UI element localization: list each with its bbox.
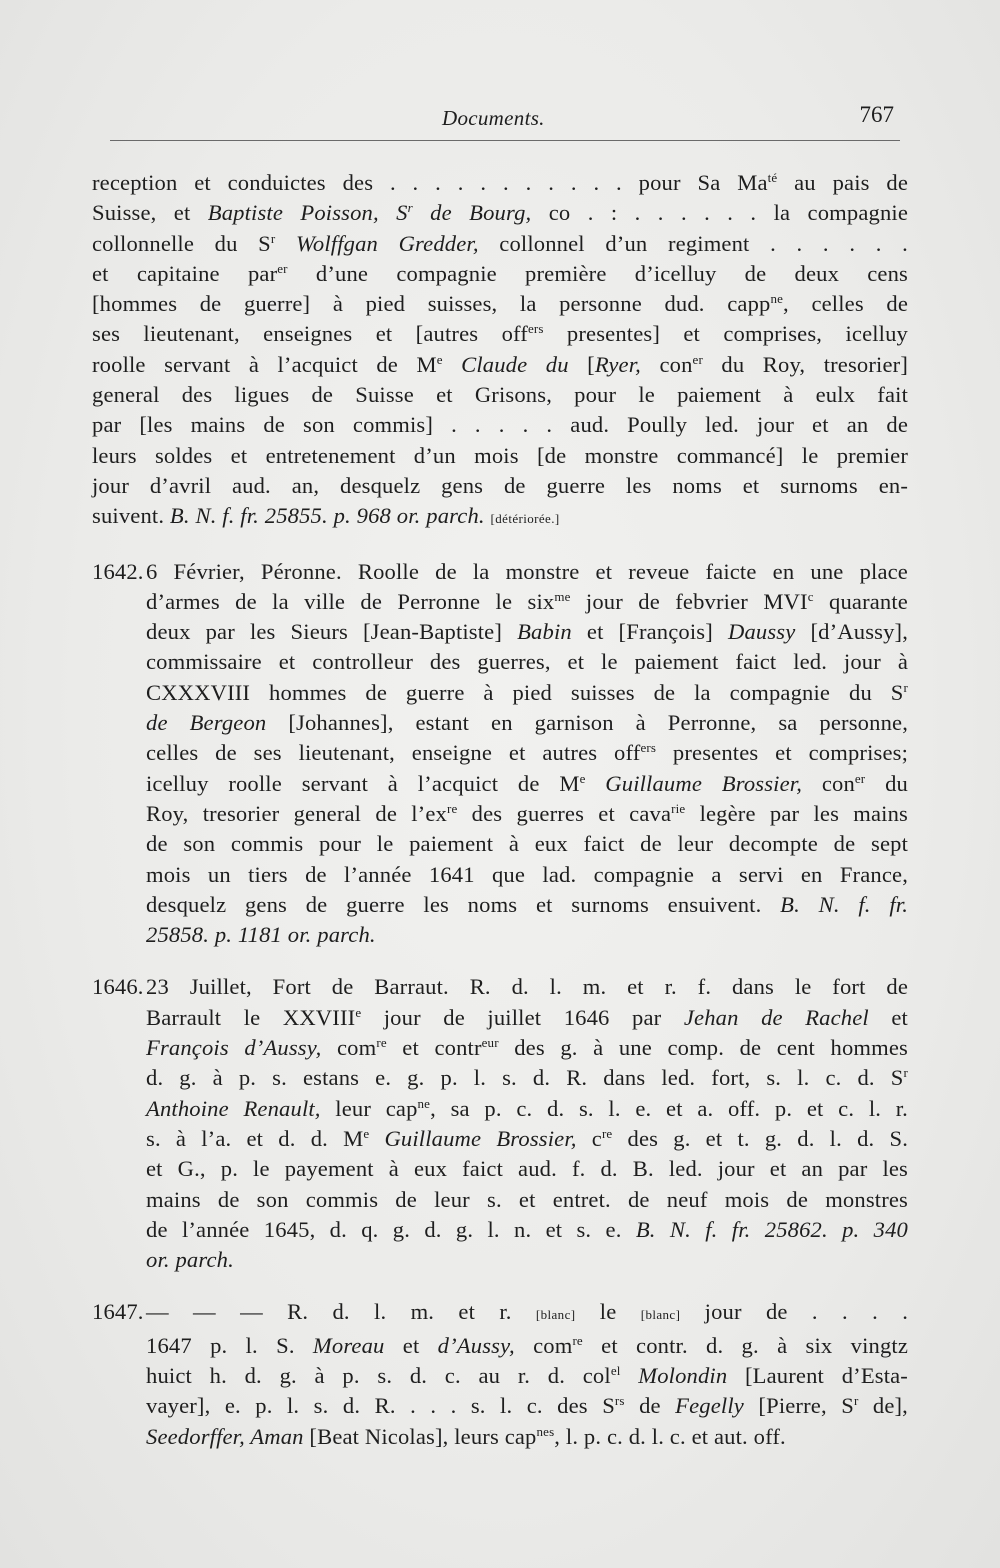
text-line: leurs soldes et entretenement d’un mois [de monstre commancé] le premier	[92, 442, 908, 468]
text-line: et capitaine par$^{er}$ d’une compagnie première d’icelluy de deux cens	[92, 260, 909, 286]
text-line: jour d’avril aud. an, desquelz gens de guerre les noms et surnoms en-	[92, 472, 908, 498]
text-line: commissaire et controlleur des guerres, et le paiement faict led. jour à	[146, 649, 908, 675]
text-line: CXXXVIII hommes de guerre à pied suisses de la compagnie du $S^r$	[146, 679, 908, 705]
text-line: celles de ses lieutenant, enseigne et autres off$^{ers}$ presentes et comprises;	[146, 740, 909, 766]
text-line: par [les mains de son commis] . . . . . aud. Poully led. jour et an de	[92, 412, 908, 438]
text-line: mois un tiers de l’année 1641 que lad. compagnie a servi en France,	[146, 861, 908, 887]
running-head-title: Documents.	[442, 106, 545, 130]
text-line: Barrault le XXVIIIe jour de juillet 1646 par Jehan de Rachel et	[146, 1004, 908, 1030]
text-line: reception et conduictes des . . . . . . . . . . . pour Sa $Ma^{té}$ au pais de	[92, 170, 908, 195]
text-line: collonnelle du $S^r$ Wolffgan Gredder, collonnel d’un regiment . . . . . .	[92, 230, 908, 256]
text-line: 1646. 23 Juillet, Fort de Barraut. R. d. l. m. et r. f. dans le fort de	[92, 972, 908, 1002]
entry-year: 1646.	[92, 974, 144, 1000]
document-entry	[92, 972, 908, 1275]
text-line: s. à l’a. et d. d. Me Guillaume Brossier, $c^{re}$ des g. et t. g. d. l. d. S.	[146, 1125, 909, 1151]
text-line: de son commis pour le paiement à eux faict de leur decompte de sept	[146, 831, 908, 857]
text-line: desquelz gens de guerre les noms et surnoms ensuivent. B. N. f. fr.	[146, 891, 908, 917]
text-line: 25858. p. 1181 or. parch.	[146, 922, 376, 948]
text-line: de l’année 1645, d. q. g. d. g. l. n. et s. e. B. N. f. fr. 25862. p. 340	[146, 1216, 908, 1242]
document-entry	[92, 557, 908, 951]
document-entry	[92, 1297, 908, 1451]
running-head	[110, 100, 900, 141]
text-line: huict h. d. g. à p. s. d. c. au r. d. col$^{el}$ Molondin [Laurent d’Esta-	[146, 1362, 908, 1388]
text-line: roolle servant à l’acquict de Me Claude du [Ryer, con$^{er}$ du Roy, tresorier]	[92, 351, 909, 377]
text-line: or. parch.	[146, 1247, 234, 1273]
text-line: mains de son commis de leur s. et entret. de neuf mois de monstres	[146, 1186, 908, 1212]
text-line: [hommes de guerre] à pied suisses, la personne dud. capp$^{ne}$, celles de	[92, 291, 908, 317]
text-line: et G., p. le payement à eux faict aud. f. d. B. led. jour et an par les	[146, 1156, 908, 1182]
text-line: Roy, tresorier general de $l’ex^{re}$ des guerres et cava$^{rie}$ legère par les mains	[146, 800, 908, 826]
continuation-paragraph	[92, 168, 908, 535]
text-line: d’armes de la ville de Perronne le six$^{me}$ jour de febvrier MVI$^c$ quarante	[146, 588, 908, 614]
text-line: 1647 p. l. S. Moreau et d’Aussy, com$^{re}$ et contr. d. g. à six vingtz	[146, 1332, 909, 1358]
text-line: Anthoine Renault, leur cap$^{ne}$, sa p. c. d. s. l. e. et a. off. p. et c. l. r.	[146, 1095, 908, 1121]
text-line: Suisse, et Baptiste Poisson, $S^r$ de Bourg, co . : . . . . . . la compagnie	[92, 200, 908, 226]
text-line: general des ligues de Suisse et Grisons, pour le paiement à eulx fait	[92, 382, 908, 408]
text-line: Seedorffer, Aman [Beat Nicolas], leurs cap$^{nes}$, l. p. c. d. l. c. et aut. off.	[146, 1423, 786, 1449]
text-line: de Bergeon [Johannes], estant en garnison à Perronne, sa personne,	[146, 710, 908, 736]
text-line: vayer], e. p. l. s. d. R. . . . s. l. c. des $S^{rs}$ de Fegelly [Pierre, $S^r$ de],	[146, 1393, 908, 1419]
text-line: suivent. B. N. f. fr. 25855. p. 968 or. parch. [détériorée.]	[92, 503, 560, 529]
document-body	[92, 168, 908, 1452]
text-line: ses lieutenant, enseignes et [autres off$^{ers}$ presentes] et comprises, icelluy	[92, 321, 908, 347]
text-line: 1647. — — — R. d. l. m. et r. [blanc] le [blanc] jour de . . . .	[92, 1297, 908, 1330]
text-line: icelluy roolle servant à l’acquict de Me Guillaume Brossier, con$^{er}$ du	[146, 770, 908, 796]
text-line: d. g. à p. s. estans e. g. p. l. s. d. R. dans led. fort, s. l. c. d. $S^r$	[146, 1065, 908, 1091]
page-number: 767	[859, 102, 894, 127]
entry-year: 1642.	[92, 558, 144, 584]
entry-year: 1647.	[92, 1299, 144, 1325]
text-line: deux par les Sieurs [Jean-Baptiste] Babin et [François] Daussy [d’Aussy],	[146, 619, 908, 645]
text-line: 1642. 6 Février, Péronne. Roolle de la monstre et reveue faicte en une place	[92, 557, 908, 587]
text-line: François d’Aussy, com$^{re}$ et contr$^{eur}$ des g. à une comp. de cent hommes	[146, 1035, 908, 1061]
